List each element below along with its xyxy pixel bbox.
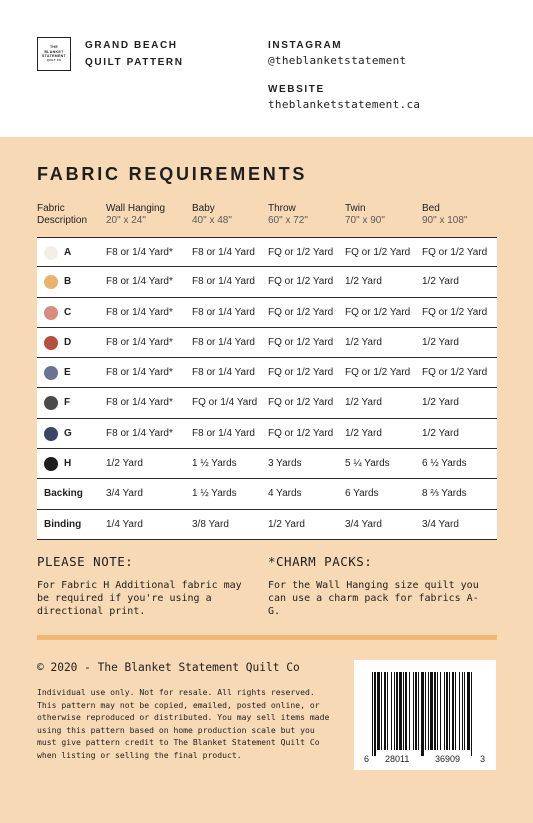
- pattern-title-line2: QUILT PATTERN: [85, 57, 184, 68]
- barcode-bar: [455, 672, 456, 750]
- table-cell: F8 or 1/4 Yard: [192, 306, 255, 318]
- fabric-letter: G: [64, 427, 72, 439]
- table-cell: 3/8 Yard: [192, 518, 229, 530]
- barcode-bar: [387, 672, 388, 750]
- fabric-letter: D: [64, 336, 72, 348]
- barcode-bar: [399, 672, 402, 750]
- barcode-bar: [434, 672, 436, 750]
- table-row: [37, 419, 497, 449]
- table-cell: 3/4 Yard: [106, 488, 143, 500]
- barcode-bar: [374, 672, 376, 756]
- column-header-wall-hanging: Wall Hanging 20" x 24": [106, 203, 166, 226]
- barcode-bar: [440, 672, 441, 750]
- barcode-bar: [449, 672, 450, 750]
- table-cell: 1/2 Yard: [345, 397, 382, 409]
- table-cell: FQ or 1/2 Yard: [268, 336, 334, 348]
- fabric-letter: C: [64, 306, 72, 318]
- table-cell: 1 ½ Yards: [192, 458, 237, 470]
- table-cell: F8 or 1/4 Yard*: [106, 367, 173, 379]
- column-header-throw: Throw 60" x 72": [268, 203, 308, 226]
- fabric-letter: A: [64, 247, 72, 258]
- table-cell: FQ or 1/2 Yard: [268, 397, 334, 409]
- fabric-swatch: [44, 366, 58, 380]
- divider-rule: [37, 635, 497, 640]
- table-cell: F8 or 1/4 Yard: [192, 367, 255, 379]
- table-cell: 4 Yards: [268, 488, 302, 500]
- table-cell: F8 or 1/4 Yard*: [106, 397, 173, 409]
- column-header-fabric: Fabric Description: [37, 203, 88, 226]
- barcode-bars: [354, 660, 496, 770]
- table-cell: FQ or 1/2 Yard: [268, 276, 334, 288]
- barcode-bar: [413, 672, 414, 750]
- fabric-letter: B: [64, 276, 72, 288]
- barcode-bar: [381, 672, 382, 750]
- barcode: [354, 660, 496, 770]
- table-cell: FQ or 1/2 Yard: [422, 247, 488, 258]
- barcode-bar: [425, 672, 426, 750]
- website-label: WEBSITE: [268, 84, 325, 95]
- table-cell: 5 ¼ Yards: [345, 458, 390, 470]
- table-cell: FQ or 1/2 Yard: [268, 247, 334, 258]
- table-cell: F8 or 1/4 Yard*: [106, 336, 173, 348]
- barcode-bar: [446, 672, 448, 750]
- table-cell: 1/4 Yard: [106, 518, 143, 530]
- barcode-bar: [418, 672, 419, 750]
- table-cell: 1/2 Yard: [106, 458, 143, 470]
- table-row: [37, 298, 497, 328]
- column-header-baby: Baby 40" x 48": [192, 203, 232, 226]
- barcode-digit-prefix: 6: [364, 754, 370, 764]
- please-note-body: For Fabric H Additional fabric may be required if you're using a directional print.: [37, 580, 242, 617]
- table-cell: FQ or 1/2 Yard: [268, 367, 334, 379]
- table-row: [37, 449, 497, 479]
- table-cell: 1/2 Yard: [345, 276, 382, 288]
- table-row: [37, 328, 497, 358]
- barcode-digits-left: 28011: [385, 754, 410, 764]
- barcode-bar: [437, 672, 438, 750]
- table-cell: 1/2 Yard: [345, 336, 382, 348]
- barcode-bar: [394, 672, 395, 750]
- barcode-bar: [467, 672, 470, 750]
- fabric-swatch: [44, 427, 58, 441]
- table-cell: 1 ½ Yards: [192, 488, 237, 500]
- barcode-bar: [403, 672, 404, 750]
- fabric-swatch: [44, 396, 58, 410]
- table-cell: F8 or 1/4 Yard: [192, 427, 255, 439]
- barcode-bar: [372, 672, 373, 756]
- row-label: Backing: [44, 488, 83, 500]
- charm-packs-body: For the Wall Hanging size quilt you can use a charm pack for fabrics A-G.: [268, 580, 479, 617]
- barcode-digit-check: 3: [480, 754, 486, 764]
- table-cell: F8 or 1/4 Yard*: [106, 427, 173, 439]
- barcode-bar: [462, 672, 463, 750]
- column-header-twin: Twin 70" x 90": [345, 203, 385, 226]
- table-row: [37, 267, 497, 297]
- table-cell: 3/4 Yard: [422, 518, 459, 530]
- table-cell: 1/2 Yard: [268, 518, 305, 530]
- table-cell: FQ or 1/2 Yard: [345, 247, 411, 258]
- fabric-swatch: [44, 336, 58, 350]
- table-cell: FQ or 1/2 Yard: [345, 367, 411, 379]
- barcode-bar: [396, 672, 398, 750]
- barcode-bar: [415, 672, 417, 750]
- table-cell: FQ or 1/2 Yard: [345, 306, 411, 318]
- table-cell: 6 ½ Yards: [422, 458, 467, 470]
- barcode-bar: [391, 672, 392, 750]
- fabric-letter: H: [64, 458, 72, 470]
- fabric-letter: F: [64, 397, 71, 409]
- pattern-title-line1: GRAND BEACH: [85, 40, 178, 51]
- barcode-bar: [384, 672, 386, 750]
- column-header-bed: Bed 90" x 108": [422, 203, 468, 226]
- table-cell: F8 or 1/4 Yard*: [106, 247, 173, 258]
- fabric-swatch: [44, 306, 58, 320]
- barcode-bar: [421, 672, 424, 756]
- barcode-bar: [459, 672, 460, 750]
- table-cell: 1/2 Yard: [422, 427, 459, 439]
- barcode-bar: [377, 672, 380, 750]
- table-cell: 8 ⅔ Yards: [422, 488, 467, 500]
- table-cell: F8 or 1/4 Yard: [192, 276, 255, 288]
- table-cell: 6 Yards: [345, 488, 379, 500]
- barcode-digits-right: 36909: [435, 754, 461, 764]
- barcode-bar: [444, 672, 445, 750]
- please-note-heading: PLEASE NOTE:: [37, 554, 134, 569]
- table-row: [37, 479, 497, 509]
- barcode-bar: [464, 672, 465, 750]
- instagram-label: INSTAGRAM: [268, 40, 343, 51]
- website-link[interactable]: theblanketstatement.ca: [268, 98, 421, 111]
- table-row: [37, 358, 497, 388]
- fabric-requirements-title: FABRIC REQUIREMENTS: [37, 164, 308, 184]
- table-cell: 3 Yards: [268, 458, 302, 470]
- table-cell: 1/2 Yard: [422, 336, 459, 348]
- table-cell: FQ or 1/2 Yard: [422, 306, 488, 318]
- table-row: [37, 237, 497, 267]
- instagram-handle[interactable]: @theblanketstatement: [268, 54, 407, 67]
- table-cell: 1/2 Yard: [422, 397, 459, 409]
- table-cell: 1/2 Yard: [422, 276, 459, 288]
- barcode-bar: [409, 672, 410, 750]
- table-cell: F8 or 1/4 Yard*: [106, 306, 173, 318]
- logo-text: THE BLANKET STATEMENT QUILT CO: [41, 45, 67, 62]
- fabric-letter: E: [64, 367, 71, 379]
- barcode-bar: [452, 672, 454, 750]
- table-cell: F8 or 1/4 Yard: [192, 336, 255, 348]
- barcode-bar: [405, 672, 407, 750]
- legal-notice: Individual use only. Not for resale. All rights reserved. This pattern may not be copied, emailed, posted online, or otherwise reproduced or distributed. You may sell items made using this pattern based on home production scale but you must give pattern credit to The Blanket Statement Quilt Co when listing or selling the final product.: [37, 687, 330, 760]
- table-row: [37, 388, 497, 418]
- barcode-bar: [428, 672, 429, 750]
- header: [0, 0, 533, 137]
- fabric-swatch: [44, 275, 58, 289]
- fabric-table: [37, 237, 497, 540]
- table-cell: 3/4 Yard: [345, 518, 382, 530]
- row-label: Binding: [44, 518, 82, 530]
- barcode-bar: [430, 672, 433, 750]
- table-cell: FQ or 1/2 Yard: [268, 427, 334, 439]
- fabric-swatch: [44, 457, 58, 471]
- table-cell: F8 or 1/4 Yard*: [106, 276, 173, 288]
- table-cell: FQ or 1/2 Yard: [422, 367, 488, 379]
- table-cell: FQ or 1/2 Yard: [268, 306, 334, 318]
- barcode-bar: [471, 672, 472, 756]
- table-cell: 1/2 Yard: [345, 427, 382, 439]
- brand-logo: [37, 37, 71, 71]
- table-row: [37, 510, 497, 540]
- fabric-swatch: [44, 246, 58, 260]
- table-cell: FQ or 1/4 Yard: [192, 397, 258, 409]
- copyright-line: © 2020 - The Blanket Statement Quilt Co: [37, 661, 300, 674]
- charm-packs-heading: *CHARM PACKS:: [268, 554, 373, 569]
- table-cell: F8 or 1/4 Yard: [192, 247, 255, 258]
